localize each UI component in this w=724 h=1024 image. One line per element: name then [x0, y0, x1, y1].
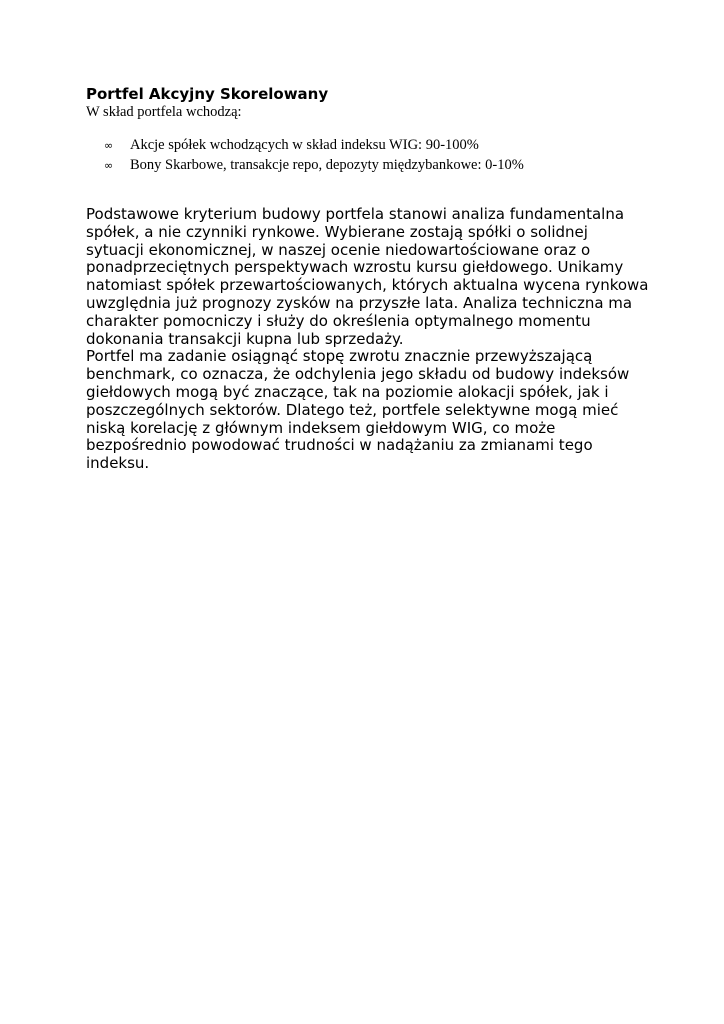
paragraph-benchmark	[86, 348, 666, 473]
text-line: bezpośrednio powodować trudności w nadążaniu za zmianami tego	[86, 436, 593, 455]
infinity-bullet-icon: ∞	[104, 139, 114, 152]
list-item	[104, 135, 524, 155]
infinity-bullet-icon: ∞	[104, 159, 114, 172]
text-line: indeksu.	[86, 454, 150, 473]
text-line: benchmark, co oznacza, że odchylenia jego składu od budowy indeksów	[86, 365, 630, 384]
list-item	[104, 155, 524, 175]
text-line: giełdowych mogą być znaczące, tak na poziomie alokacji spółek, jak i	[86, 382, 609, 401]
body-text	[86, 206, 666, 473]
text-line: Portfel ma zadanie osiągnąć stopę zwrotu znacznie przewyższającą	[86, 347, 593, 366]
text-line: ponadprzeciętnych perspektywach wzrostu kursu giełdowego. Unikamy	[86, 258, 624, 277]
composition-list	[104, 135, 524, 175]
text-line: Podstawowe kryterium budowy portfela stanowi analiza fundamentalna	[86, 205, 625, 223]
paragraph-criteria	[86, 206, 666, 348]
document-subtitle: W skład portfela wchodzą:	[86, 104, 242, 120]
list-item-text: Bony Skarbowe, transakcje repo, depozyty międzybankowe: 0-10%	[130, 157, 524, 173]
document-title: Portfel Akcyjny Skorelowany	[86, 85, 329, 103]
text-line: dokonania transakcji kupna lub sprzedaży.	[86, 329, 404, 348]
text-line: uwzględnia już prognozy zysków na przyszłe lata. Analiza techniczna ma	[86, 293, 633, 312]
text-line: charakter pomocniczy i służy do określenia optymalnego momentu	[86, 311, 591, 330]
list-item-text: Akcje spółek wchodzących w skład indeksu WIG: 90-100%	[130, 137, 479, 153]
text-line: sytuacji ekonomicznej, w naszej ocenie niedowartościowane oraz o	[86, 240, 591, 259]
text-line: poszczególnych sektorów. Dlatego też, portfele selektywne mogą mieć	[86, 400, 619, 419]
text-line: spółek, a nie czynniki rynkowe. Wybierane zostają spółki o solidnej	[86, 222, 588, 241]
text-line: natomiast spółek przewartościowanych, których aktualna wycena rynkowa	[86, 276, 649, 295]
text-line: niską korelację z głównym indeksem giełdowym WIG, co może	[86, 418, 556, 437]
